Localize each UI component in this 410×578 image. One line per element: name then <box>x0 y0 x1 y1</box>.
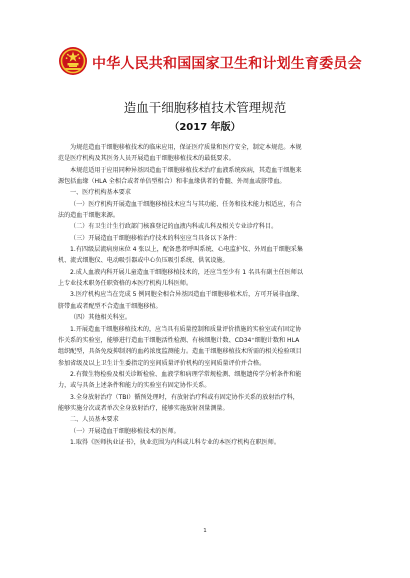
paragraph-line: 源包括血缘（HLA 全相合或者单倍型相合）和非血缘供者的骨髓、外周血或脐带血。 <box>58 178 286 186</box>
ministry-name: 中华人民共和国国家卫生和计划生育委员会 <box>92 56 362 72</box>
paragraph-line: 本规范适用于应用同种异基因造血干细胞移植技术治疗血液系统疾病，其造血干细胞来 <box>70 166 302 174</box>
paragraph-line: 3.医疗机构应当在完成 5 例同胞全相合异基因造血干细胞移植术后，方可开展非血缘、 <box>70 291 303 299</box>
paragraph-line: （一）开展造血干细胞移植技术的医师。 <box>70 427 180 435</box>
page-number: 1 <box>203 528 207 534</box>
document-title: 造血干细胞移植技术管理规范 <box>123 100 287 115</box>
paragraph-line: 机、流式细胞仪、电动吸引器或中心负压吸引系统、供氧设施。 <box>58 257 229 265</box>
paragraph-line: 法的造血干细胞来源。 <box>58 212 119 220</box>
paragraph-line: 2.有微生物检验及相关诊断检验、血液学和病理学常规检测、细胞遗传学分析条件和能 <box>70 370 302 378</box>
paragraph-line: 一、医疗机构基本要求 <box>70 189 131 197</box>
document-subtitle: （2017 年版） <box>169 122 241 133</box>
paragraph-line: 二、人员基本要求 <box>70 416 119 424</box>
paragraph-line: 能够实施分次或者单次全身放射治疗，能够实施放射剂量测量。 <box>58 404 229 412</box>
paragraph-line: 组织配型，具备免疫抑制剂的血药浓度监测能力。造血干细胞移植技术所需的相关检验项目 <box>58 348 302 356</box>
paragraph-line: 为规范造血干细胞移植技术的临床应用，保证医疗质量和医疗安全，制定本规范。本规 <box>70 144 302 151</box>
paragraph-line: 参加省级及以上卫生计生委指定的室间质量评价机构的室间质量评价并合格。 <box>58 359 266 367</box>
paragraph-line: 2.成人血液内科开展儿童造血干细胞移植技术的，还应当至少有 1 名具有副主任医师以 <box>70 268 303 276</box>
paragraph-line: 上专业技术职务任职资格的本医疗机构儿科医师。 <box>58 280 193 288</box>
paragraph-line: 作关系的实验室，能够进行造血干细胞活性检测、有核细胞计数、CD34⁺细胞计数和 HLA <box>58 336 300 344</box>
paragraph-line: 脐带血或者配型不合造血干细胞移植。 <box>58 302 162 310</box>
paragraph-line: 1.取得《医师执业证书》，执业范围为内科或儿科专业的本医疗机构在职医师。 <box>70 438 280 446</box>
paragraph-line: （一）医疗机构开展造血干细胞移植技术应当与其功能、任务和技术能力相适应，有合 <box>70 200 302 208</box>
paragraph-line: （三）开展造血干细胞移植治疗技术的科室应当具备以下条件： <box>70 234 241 242</box>
paragraph-line: （二）有卫生计生行政部门核准登记的血液内科或儿科及相关专业诊疗科目。 <box>70 223 278 231</box>
paragraph-line: 力，或与具备上述条件和能力的实验室有固定协作关系。 <box>58 382 211 390</box>
national-emblem-icon <box>58 46 88 76</box>
paragraph-line: 1.有四级层流病房床位 4 张以上，配备患者呼叫系统、心电监护仪、外周血干细胞采集 <box>70 246 303 254</box>
paragraph-line: 范是医疗机构及其医务人员开展造血干细胞移植技术的最低要求。 <box>58 155 235 163</box>
paragraph-line: 3.全身放射治疗（TBI）循预处理时，有放射治疗科或有固定协作关系的放射治疗科， <box>70 393 299 401</box>
paragraph-line: （四）其他相关科室。 <box>70 314 131 322</box>
document-body <box>58 142 358 448</box>
document-header <box>58 46 362 80</box>
paragraph-line: 1.开展造血干细胞移植技术的，应当具有质量控制和质量评价措施的实验室或有固定协 <box>70 325 302 333</box>
